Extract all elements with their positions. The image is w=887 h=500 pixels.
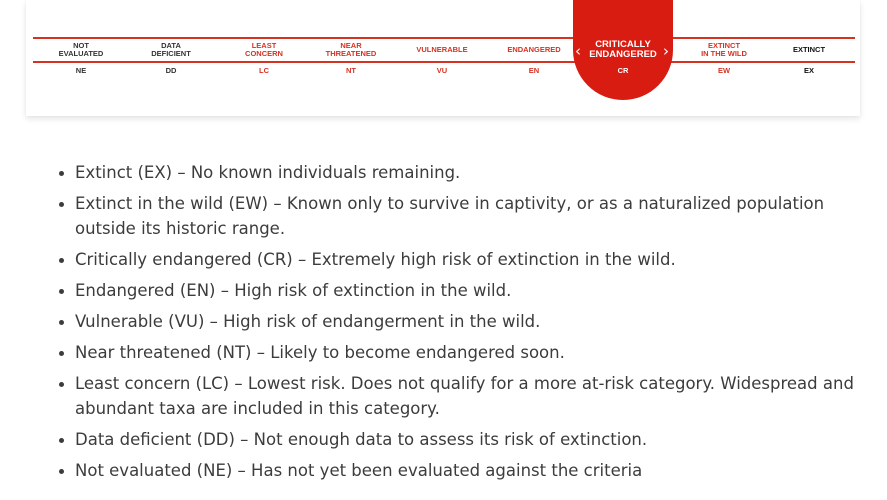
chevron-right-icon: ›	[663, 42, 669, 60]
code-ew: EW	[717, 66, 731, 75]
code-vu: VU	[436, 66, 448, 75]
code-lc: LC	[259, 66, 269, 75]
list-item: • Critically endangered (CR) – Extremely high risk of extinction in the wild.	[75, 247, 865, 272]
category-critically-endangered: CRITICALLY ENDANGERED	[589, 39, 657, 60]
code-cr: CR	[617, 66, 629, 75]
list-item: • Extinct in the wild (EW) – Known only to survive in captivity, or as a naturalized population outside its historic range.	[75, 191, 865, 241]
list-item: • Not evaluated (NE) – Has not yet been evaluated against the criteria	[75, 458, 865, 483]
code-en: EN	[528, 66, 540, 75]
category-vulnerable: VULNERABLE	[416, 45, 468, 54]
category-near-threatened: NEAR THREATENED	[325, 41, 377, 58]
category-not-evaluated: NOT EVALUATED	[58, 41, 104, 58]
category-least-concern: LEAST CONCERN	[245, 41, 283, 58]
code-nt: NT	[346, 66, 356, 75]
status-definitions-list	[44, 160, 865, 489]
category-extinct: EXTINCT	[792, 45, 826, 54]
list-item: • Endangered (EN) – High risk of extinction in the wild.	[75, 278, 865, 303]
category-endangered: ENDANGERED	[507, 45, 561, 54]
category-extinct-in-the-wild: EXTINCT IN THE WILD	[701, 41, 747, 58]
list-item: • Near threatened (NT) – Likely to become endangered soon.	[75, 340, 865, 365]
list-item: • Data deficient (DD) – Not enough data to assess its risk of extinction.	[75, 427, 865, 452]
code-dd: DD	[165, 66, 177, 75]
scale-bottom-line	[33, 61, 855, 63]
code-ne: NE	[75, 66, 87, 75]
list-item: • Least concern (LC) – Lowest risk. Does not qualify for a more at-risk category. Widespread and abundant taxa are included in this category.	[75, 371, 865, 421]
list-item: • Vulnerable (VU) – High risk of endangerment in the wild.	[75, 309, 865, 334]
code-ex: EX	[803, 66, 814, 75]
category-data-deficient: DATA DEFICIENT	[151, 41, 191, 58]
list-item: • Extinct (EX) – No known individuals remaining.	[75, 160, 865, 185]
chevron-left-icon: ‹	[575, 42, 581, 60]
